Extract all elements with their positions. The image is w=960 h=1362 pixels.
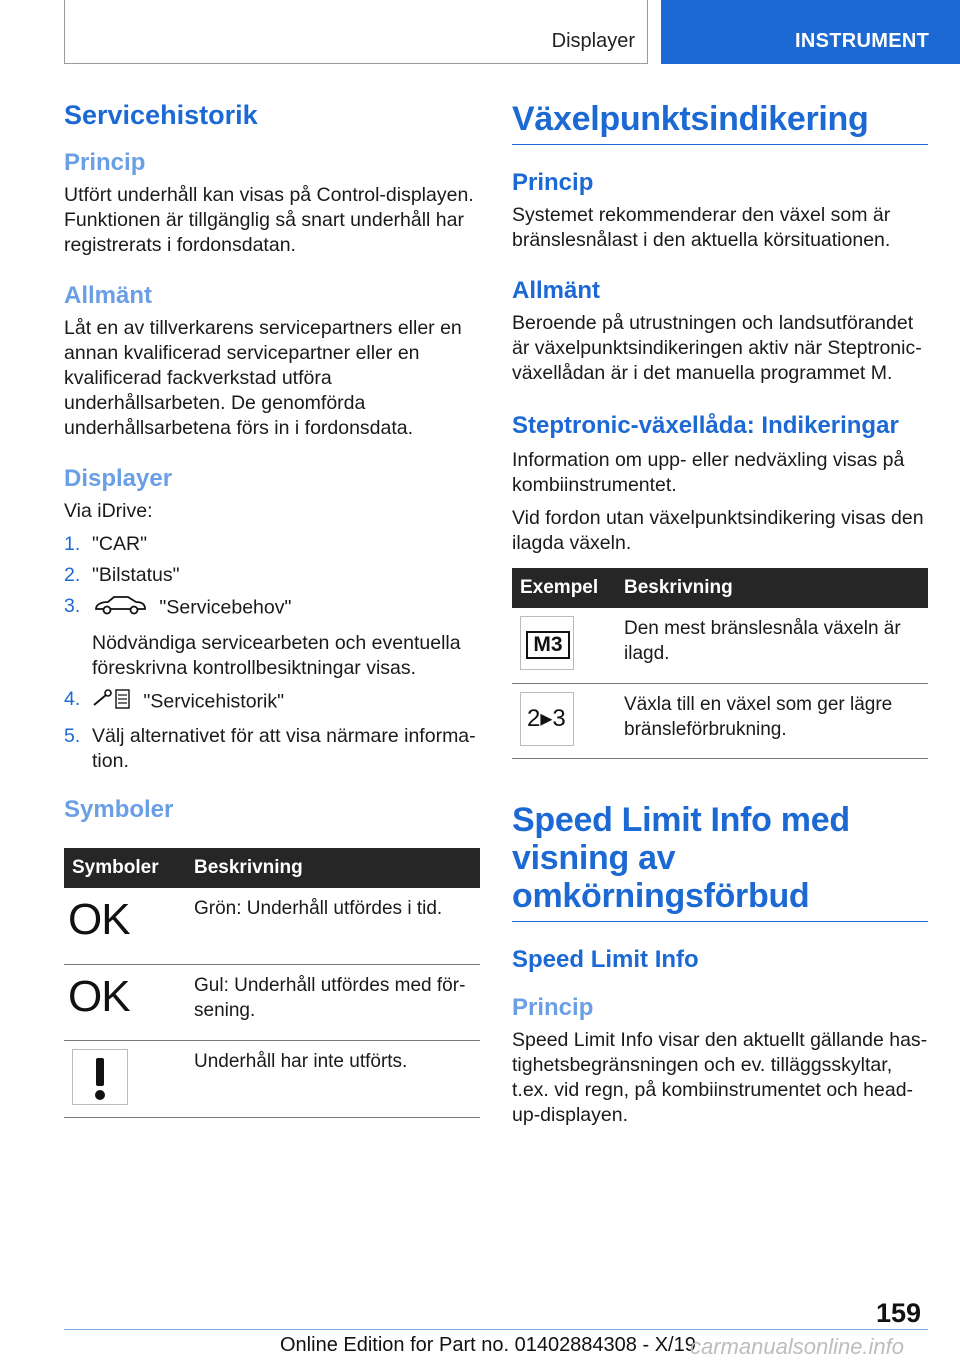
symbols-table: [64, 848, 480, 1118]
right-column: [512, 100, 928, 1136]
footer-rule: [64, 1329, 928, 1330]
table-row: OK Gul: Underhåll utfördes med försening.: [64, 964, 480, 1040]
table-header-description: Beskrivning: [186, 848, 480, 888]
table-header-symbols: Symboler: [64, 848, 186, 888]
table-header-example: Exempel: [512, 568, 616, 608]
gear-table: [512, 568, 928, 759]
idrive-steps: [64, 532, 480, 774]
step-item: 1. "CAR": [64, 533, 148, 555]
symboler-heading: Symboler: [64, 796, 174, 823]
allmant-heading: Allmänt: [64, 282, 153, 309]
allmant-text: Låt en av tillverkarens servicepartners eller en annan kvalificerad servicepartner eller en kvalificerad fackverkstad utföra underhållsarbeten. De genomförda underhållsarbetena förs in i fordonsdata.: [64, 317, 462, 439]
service-history-icon: [92, 687, 132, 718]
exclamation-icon: [72, 1049, 128, 1105]
header-chapter-label: INSTRUMENT: [795, 30, 930, 52]
gear-m3-icon: M3: [520, 616, 574, 670]
left-column: [64, 100, 480, 1118]
footer-edition: Online Edition for Part no. 01402884308 - X/19: [280, 1334, 696, 1356]
header-section-box: [64, 0, 648, 64]
servicehistorik-title: Servicehistorik: [64, 100, 258, 130]
step-item: 2. "Bilstatus": [64, 564, 180, 586]
vaxelpunkt-title: Växelpunktsindikering: [512, 100, 869, 138]
steptronic-heading: Steptronic-växellåda: Indikeringar: [512, 412, 899, 439]
ok-green-icon: OK: [68, 895, 130, 944]
page-number: 159: [876, 1298, 922, 1328]
step-item: 3. "Servicebehov" Nödvändiga servicearbeten och eventuella föreskrivna kontrollbesiktningar visas.: [64, 595, 461, 679]
step-item: 5. Välj alternativet för att visa närmare information.: [64, 725, 476, 772]
header-chapter-tab[interactable]: [661, 0, 960, 64]
table-header-description: Beskrivning: [616, 568, 928, 608]
table-row: M3 Den mest bränslesnåla växeln är ilagd.: [512, 608, 928, 683]
allmant-text-right: Beroende på utrustningen och landsutförandet är växelpunktsindikeringen aktiv när Steptronic-växellådan är i det manuella programmet M.: [512, 312, 922, 384]
speed-princip-text: Speed Limit Info visar den aktuellt gällande hastighetsbegränsningen och ev. tilläggsskyltar, t.ex. vid regn, på kombiinstrumentet och head-up-displayen.: [512, 1028, 928, 1126]
header-section-title: Displayer: [551, 30, 635, 52]
speed-limit-title: Speed Limit Info med visning av omkörningsförbud: [512, 800, 850, 915]
watermark-logo: carmanualsonline.info: [690, 1334, 905, 1359]
gear-shift-icon: 2▸3: [520, 692, 574, 746]
steptronic-p1: Information om upp- eller nedväxling visas på kombiinstrumentet.: [512, 449, 905, 496]
princip-text: Utfört underhåll kan visas på Control-displayen. Funktionen är tillgänglig så snart underhåll har registrerats i fordonsdatan.: [64, 184, 474, 256]
speed-limit-subtitle: Speed Limit Info: [512, 945, 699, 973]
steptronic-p2: Vid fordon utan växelpunktsindikering visas den ilagda växeln.: [512, 507, 924, 554]
princip-text-right: Systemet rekommenderar den växel som är bränslesnålast i den aktuella körsituationen.: [512, 204, 891, 251]
displayer-heading: Displayer: [64, 465, 173, 492]
speed-princip-heading: Princip: [512, 993, 594, 1021]
car-icon: [92, 594, 148, 623]
ok-yellow-icon: OK: [68, 971, 130, 1021]
allmant-heading-right: Allmänt: [512, 277, 601, 304]
table-row: OK Grön: Underhåll utfördes i tid.: [64, 888, 480, 964]
table-row: 2▸3 Växla till en växel som ger lägre bränsleförbrukning.: [512, 683, 928, 758]
table-row: Underhåll har inte utförts.: [64, 1040, 480, 1117]
princip-heading: Princip: [64, 149, 146, 176]
princip-heading-right: Princip: [512, 169, 594, 196]
displayer-intro: Via iDrive:: [64, 500, 153, 522]
step-item: 4. "Servicehistorik": [64, 687, 480, 718]
